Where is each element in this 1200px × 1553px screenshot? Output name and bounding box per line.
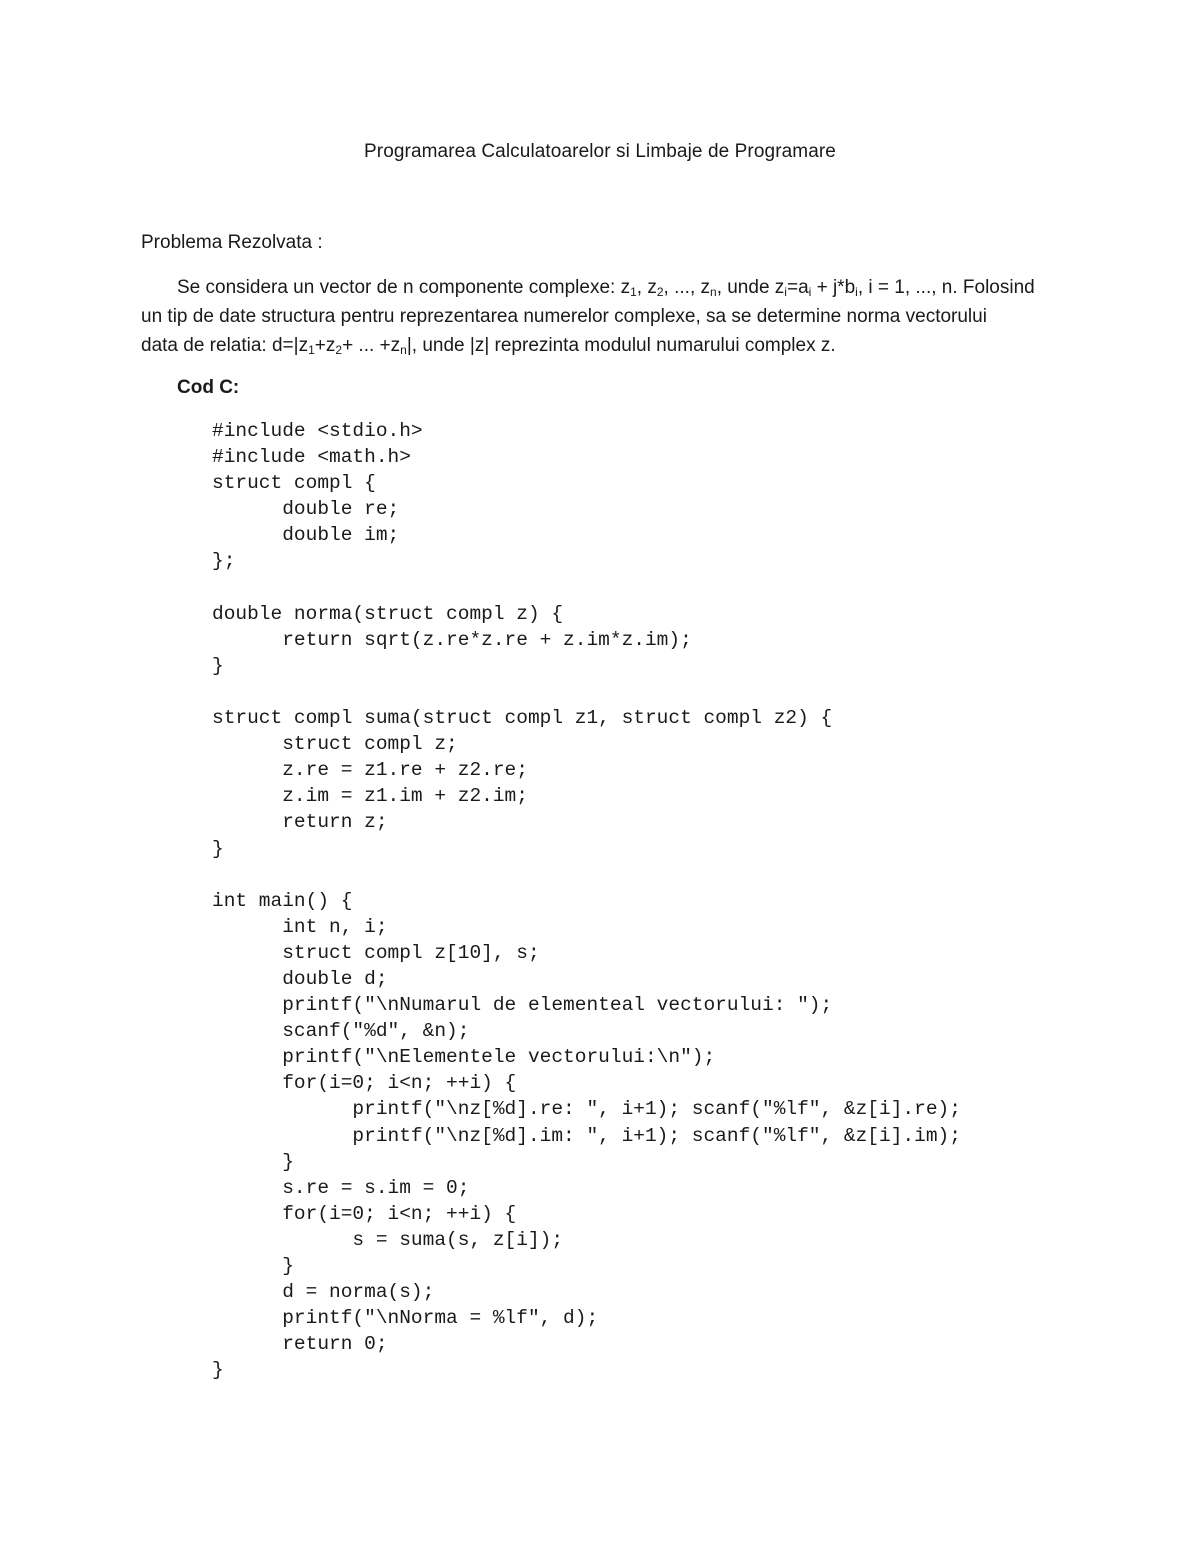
code-line: for(i=0; i<n; ++i) {: [212, 1202, 517, 1225]
code-line: }: [212, 837, 224, 860]
code-line: d = norma(s);: [212, 1281, 435, 1304]
code-line: printf("\nNumarul de elementeal vectorului: ");: [212, 994, 833, 1017]
code-line: double norma(struct compl z) {: [212, 602, 564, 625]
code-heading: Cod C:: [177, 377, 240, 398]
code-line: }: [212, 1255, 294, 1277]
problem-line-2: un tip de date structura pentru reprezentarea numerelor complexe, sa se determine norma vectorului: [141, 306, 987, 327]
code-line: #include <stdio.h>: [212, 420, 423, 442]
code-line: struct compl z[10], s;: [212, 941, 540, 964]
code-line: printf("\nElementele vectorului:\n");: [212, 1046, 716, 1069]
problem-statement: [141, 273, 1059, 360]
code-line: return 0;: [212, 1333, 388, 1356]
code-line: return z;: [212, 811, 388, 834]
code-line: struct compl z;: [212, 733, 458, 756]
code-line: z.im = z1.im + z2.im;: [212, 785, 528, 808]
code-line: }: [212, 654, 224, 677]
code-line: struct compl suma(struct compl z1, struct compl z2) {: [212, 707, 833, 730]
code-line: printf("\nz[%d].im: ", i+1); scanf("%lf", &z[i].im);: [212, 1124, 961, 1147]
code-line: [212, 679, 961, 705]
code-line: }: [212, 1150, 294, 1173]
code-line: return sqrt(z.re*z.re + z.im*z.im);: [212, 628, 692, 651]
problem-line-3: data de relatia: $d=|z_1+z_2+$ ... $+z_n|$, unde |z| reprezinta modulul numarului complex z.: [141, 335, 836, 357]
code-line: struct compl {: [212, 472, 376, 495]
code-line: }: [212, 1359, 224, 1382]
code-line: double re;: [212, 498, 400, 521]
problem-heading: Problema Rezolvata :: [141, 232, 323, 253]
code-line: [212, 862, 961, 888]
code-line: };: [212, 550, 236, 573]
code-line: #include <math.h>: [212, 446, 411, 469]
code-line: printf("\nNorma = %lf", d);: [212, 1307, 599, 1330]
code-line: scanf("%d", &n);: [212, 1020, 470, 1043]
code-line: int n, i;: [212, 915, 388, 938]
problem-line-1: Se considera un vector de n componente complexe: $z_1$, $z_2$, ..., $z_n$, unde $z_i=a_i + j*b_i$, i = 1, ..., n. Folosind: [177, 277, 1035, 299]
code-line: for(i=0; i<n; ++i) {: [212, 1072, 517, 1095]
page-title: Programarea Calculatoarelor si Limbaje de Programare: [364, 141, 836, 162]
code-line: s = suma(s, z[i]);: [212, 1228, 564, 1251]
code-line: int main() {: [212, 889, 353, 912]
code-line: [212, 575, 961, 601]
code-block: [212, 418, 961, 1383]
code-line: s.re = s.im = 0;: [212, 1176, 470, 1199]
code-line: double im;: [212, 524, 400, 547]
code-line: z.re = z1.re + z2.re;: [212, 759, 528, 782]
code-line: printf("\nz[%d].re: ", i+1); scanf("%lf", &z[i].re);: [212, 1098, 961, 1121]
code-line: double d;: [212, 967, 388, 990]
